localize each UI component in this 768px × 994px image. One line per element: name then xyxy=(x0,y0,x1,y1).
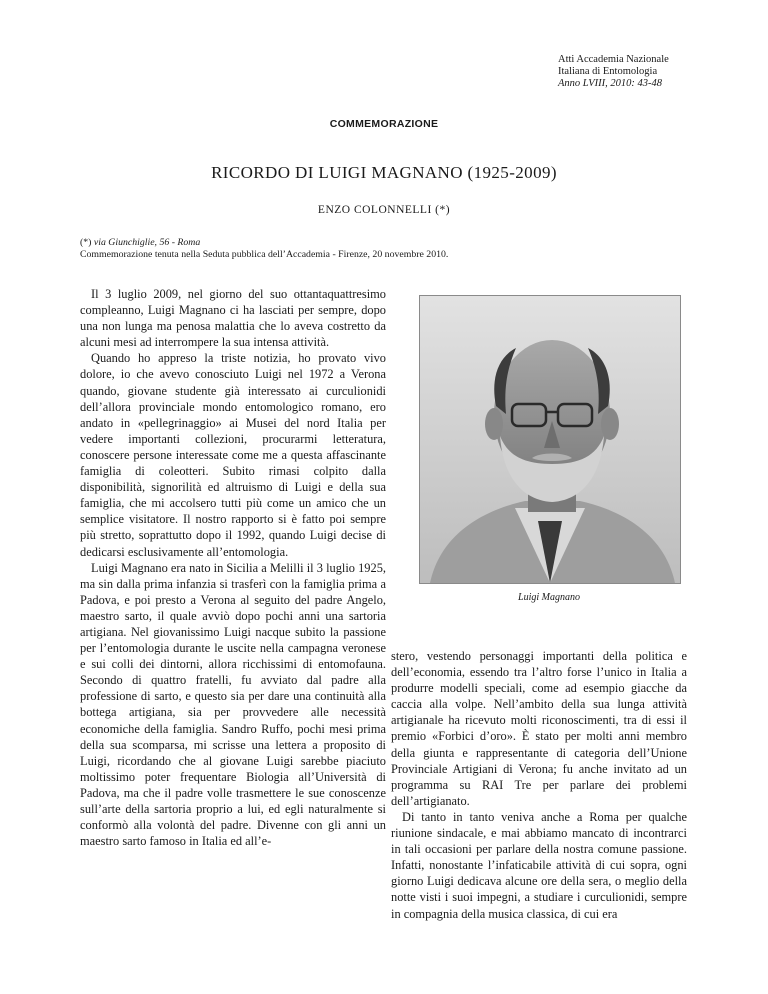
paragraph: Di tanto in tanto veniva anche a Roma per qualche riunione sindacale, e mai abbiamo mancato di incontrarci in tali occasioni per parlare della nostra comune passione. Infatti, nonostante l’infaticabile attività di cui sopra, ogni giorno Luigi dedicava alcune ore della sera, o meglio della notte visti i suoi impegni, a studiare i curculionidi, sempre in compagnia della musica classica, di cui era xyxy=(391,809,687,921)
footnotes xyxy=(80,237,700,261)
paragraph: Il 3 luglio 2009, nel giorno del suo ottantaquattresimo compleanno, Luigi Magnano ci ha lasciati per sempre, dopo una non lunga ma penosa malattia che lo aveva costretto da alcuni mesi ad interrompere la sua intensa attività. xyxy=(80,287,386,350)
photo-caption: Luigi Magnano xyxy=(518,592,580,603)
left-column xyxy=(80,286,386,849)
author-address: via Giunchiglie, 56 - Roma xyxy=(93,237,201,248)
paragraph: stero, vestendo personaggi importanti della politica e dell’economia, essendo tra l’altro forse l’unico in Italia a produrre modelli speciali, come ad esempio giacche da caccia alla volpe. Nell’ambito della sua lunga attività artigianale ha ricevuto molti riconoscimenti, tra di essi il premio «Forbici d’oro». È stato per molti anni membro della giunta e rappresentante di categoria dell’Unione Provinciale Artigiani di Verona; fu anche invitato ad un programma su RAI Tre per parlare dei problemi dell’artigianato. xyxy=(391,649,687,808)
portrait-illustration xyxy=(420,296,680,583)
footnote-marker: (*) xyxy=(80,237,92,248)
journal-volume-pages: Anno LVIII, 2010: 43-48 xyxy=(558,78,663,89)
paragraph: Luigi Magnano era nato in Sicilia a Melilli il 3 luglio 1925, ma sin dalla prima infanzia si trasferì con la famiglia prima a Padova, e poi presto a Verona al seguito del padre Angelo, maestro sarto, il quale avviò dopo pochi anni una sartoria artigiana. Nel giovanissimo Luigi nacque subito la passione per l’entomologia durante le uscite nella campagna veronese e sui colli dei dintorni, allora ricchissimi di entomofauna. Secondo di quattro fratelli, fu avviato dal padre alla professione di sarto, e questo sia per dare una continuità alla bottega artigiana, sia per provvedere alle necessità economiche della famiglia. Sandro Ruffo, pochi mesi prima della sua scomparsa, mi scrisse una lettera a proposito di Luigi, ricordando che al giovane Luigi sarebbe piaciuto moltissimo poter frequentare Biologia all’Università di Padova, ma che il padre volle trasmettere le sue conoscenze sull’arte della sartoria proprio a lui, ed egli naturalmente si conformò alla volontà del padre. Divenne con gli anni un maestro sarto famoso in Italia ed all’e- xyxy=(80,560,386,849)
portrait-photo xyxy=(419,295,681,584)
article-title: RICORDO DI LUIGI MAGNANO (1925-2009) xyxy=(211,163,557,182)
article-author: ENZO COLONNELLI (*) xyxy=(317,204,451,216)
footnote-session-note: Commemorazione tenuta nella Seduta pubblica dell’Accademia - Firenze, 20 novembre 2010. xyxy=(80,249,449,260)
journal-name-line-2: Italiana di Entomologia xyxy=(558,66,658,77)
paragraph: Quando ho appreso la triste notizia, ho provato vivo dolore, io che avevo conosciuto Luigi nel 1972 a Verona quando, giovane studente già interessato ai curculionidi dell’allora provinciale mondo entomologico romano, ero andato in «pellegrinaggio» ai Musei del nord Italia per vedere importanti collezioni, procurarmi letteratura, conoscere persone interessate come me a questa affascinante famiglia di coleotteri. Subito rimasi colpito dalla disponibilità, signorilità ed altruismo di Luigi e della sua famiglia, che mi accolsero tutti più come un amico che un semplice visitatore. Il nostro rapporto si è fatto poi sempre più stretto, soprattutto dopo il 1992, quando Luigi decise di dedicarsi esclusivamente all’entomologia. xyxy=(80,351,386,559)
right-column xyxy=(391,648,687,922)
journal-name-line-1: Atti Accademia Nazionale xyxy=(558,54,669,65)
section-label: COMMEMORAZIONE xyxy=(329,118,439,130)
footnote-affiliation xyxy=(80,237,700,249)
journal-reference xyxy=(558,54,748,90)
